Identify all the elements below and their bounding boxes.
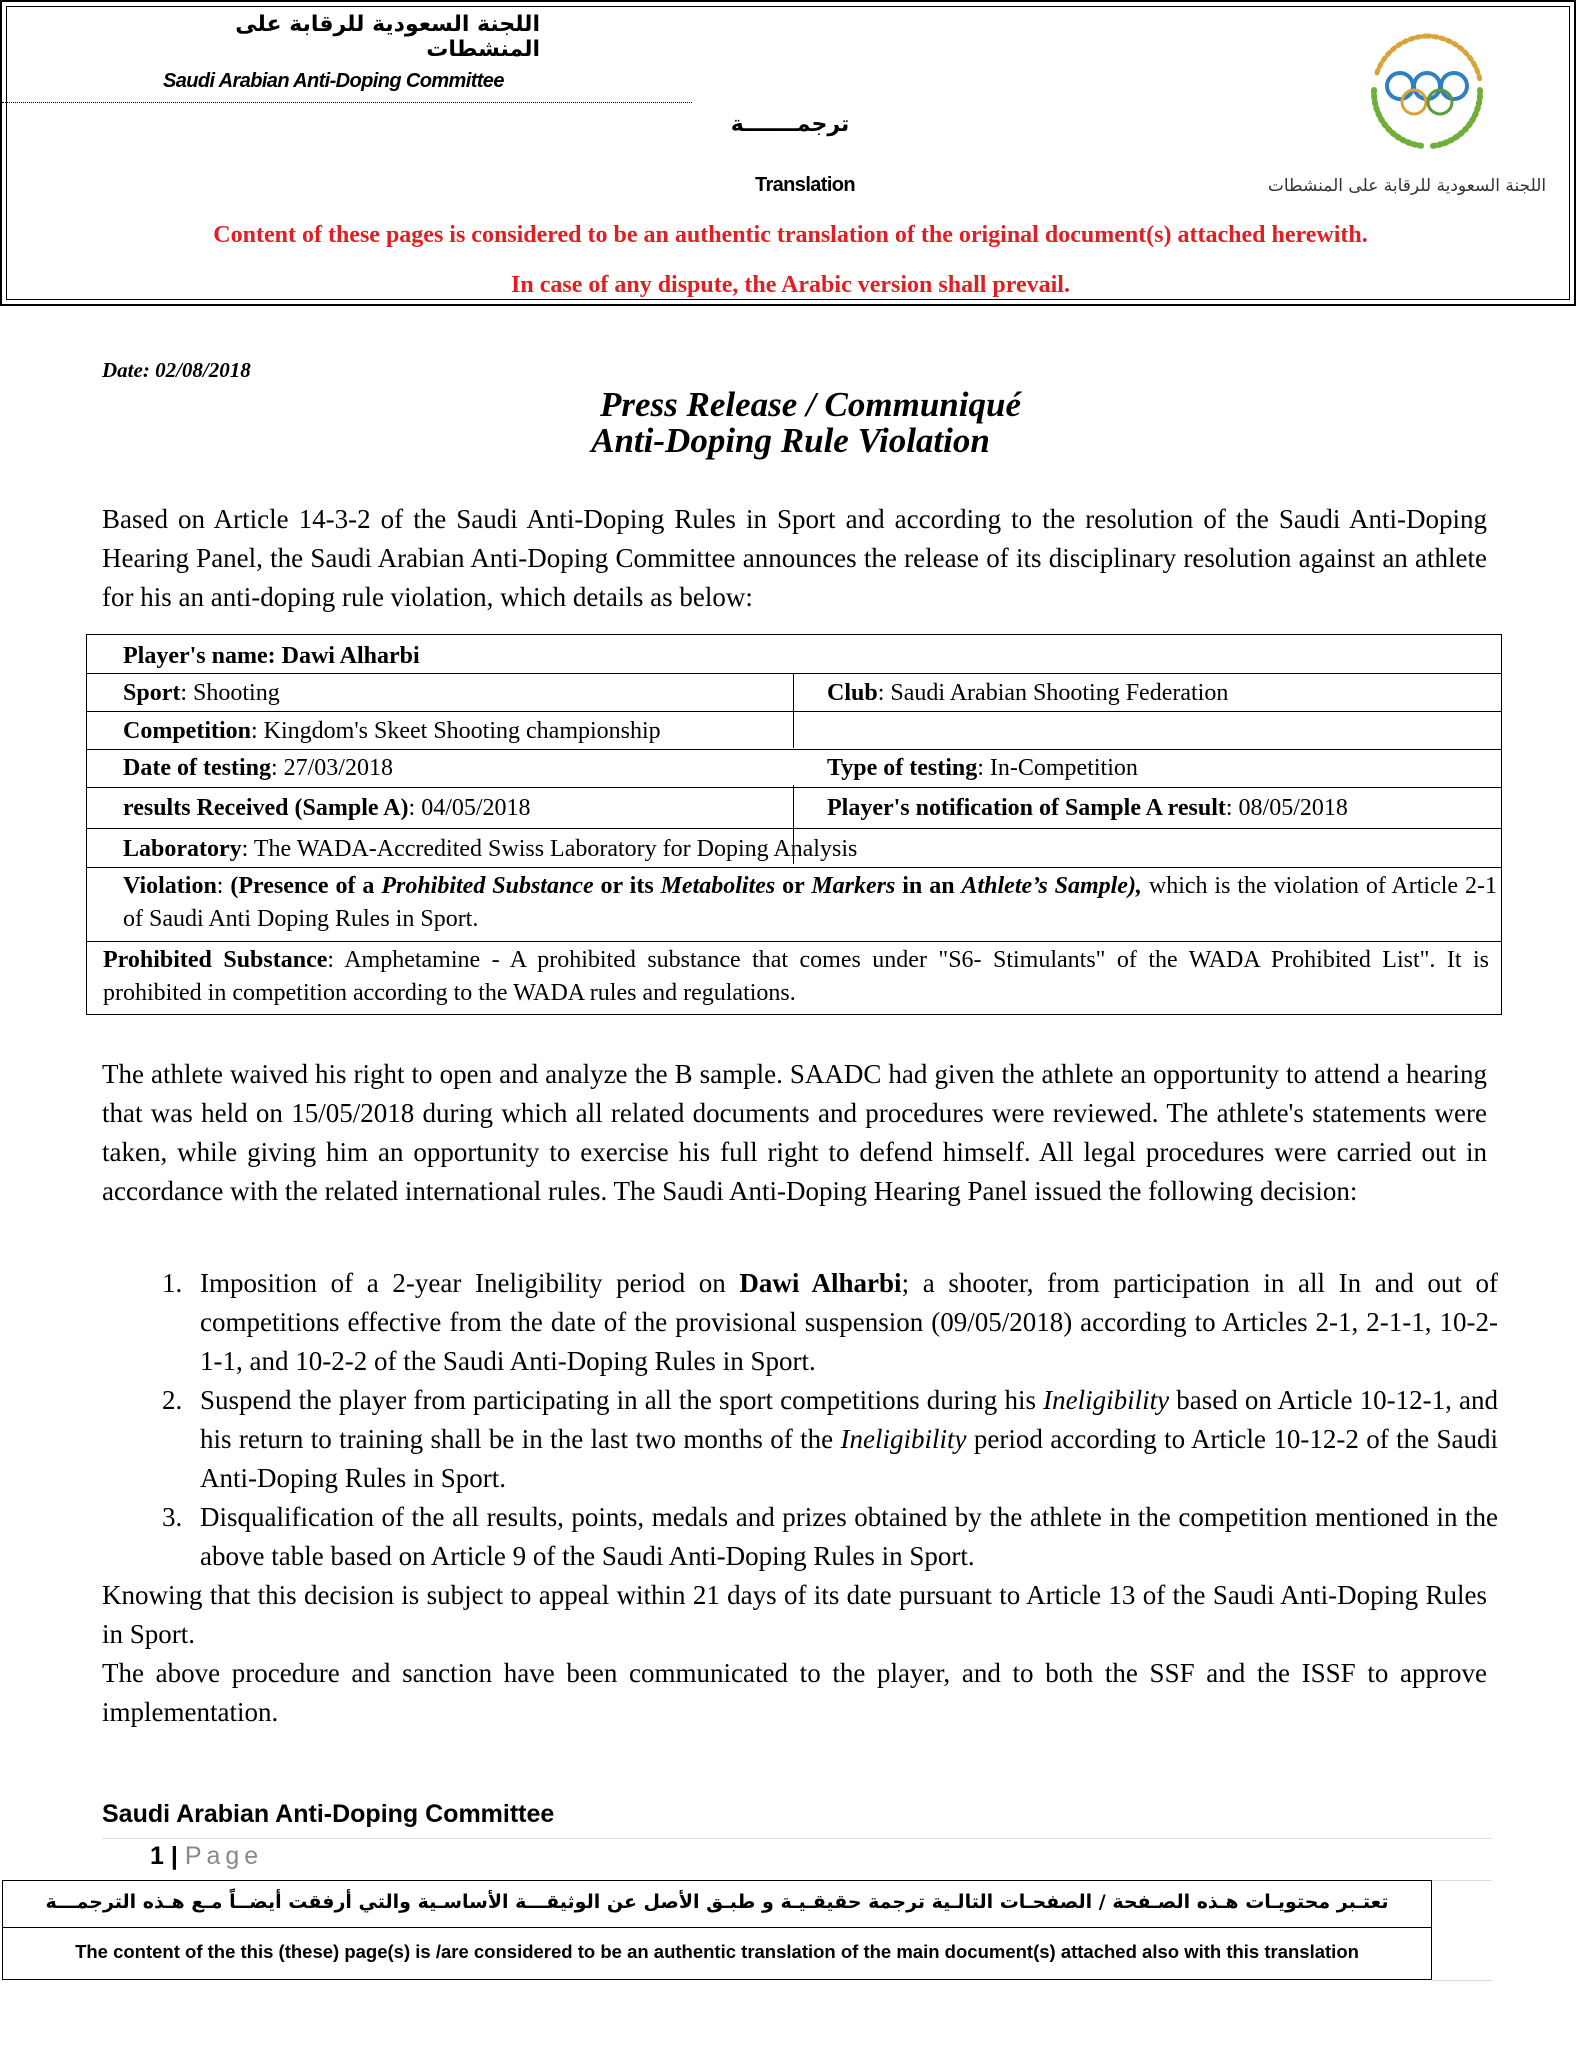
document-subtitle: Anti-Doping Rule Violation xyxy=(591,421,990,460)
laboratory-cell: Laboratory: The WADA-Accredited Swiss Laboratory for Doping Analysis xyxy=(123,836,858,862)
results-received-cell: results Received (Sample A): 04/05/2018 xyxy=(123,795,531,821)
results-received-value: 04/05/2018 xyxy=(421,795,531,821)
document-title: Press Release / Communiqué xyxy=(600,385,1021,424)
authenticity-notice: Content of these pages is considered to be an authentic translation of the original document(s) attached herewith. xyxy=(213,222,1368,248)
procedure-paragraph: The above procedure and sanction have been communicated to the player, and to both the SSF and the ISSF to approve implementation. xyxy=(102,1658,1487,1727)
club-value: Saudi Arabian Shooting Federation xyxy=(890,680,1229,706)
prohibited-substance-label: Prohibited Substance xyxy=(103,947,328,973)
date-of-testing-value: 27/03/2018 xyxy=(283,755,393,781)
footer-notice-arabic: تعتـبر محتويـات هـذه الصـفحة / الصفحـات التالـية ترجمة حقيقـيـة و طبـق الأصل عن الوثيقـــة الأساسـية والتي أرفقت أيضــاً مـع هـذه الترجمـــة xyxy=(45,1891,1389,1913)
decision-text: based on Article 10-12-1, and his return to training shall be in the last two months of the xyxy=(200,1385,1498,1454)
page-word: Page xyxy=(184,1842,264,1870)
document-date: Date: 02/08/2018 xyxy=(102,358,251,382)
sport-label: Sport xyxy=(123,680,181,706)
violation-term-metabolites: Metabolites xyxy=(660,873,776,899)
violation-details-table xyxy=(86,634,1502,1015)
type-of-testing-cell: Type of testing: In-Competition xyxy=(827,755,1138,781)
committee-name-english: Saudi Arabian Anti-Doping Committee xyxy=(163,70,504,92)
competition-cell: Competition: Kingdom's Skeet Shooting championship xyxy=(123,718,661,744)
footer-box-divider xyxy=(3,1927,1431,1928)
laboratory-label: Laboratory xyxy=(123,836,242,862)
decision-text: ; a shooter, from participation in all In and out of competitions effective from the date of the provisional suspension (09/05/2018) according to Articles 2-1, 2-1-1, 10-2-1-1, and 10-2-2 of the Saudi Anti-Doping Rules in Sport. xyxy=(200,1268,1498,1376)
violation-connector: or xyxy=(775,873,812,899)
signature-committee: Saudi Arabian Anti-Doping Committee xyxy=(102,1800,555,1828)
table-row xyxy=(87,635,1501,674)
notification-cell: Player's notification of Sample A result: 08/05/2018 xyxy=(827,795,1348,821)
decision-number: 1. xyxy=(162,1268,183,1298)
notification-label: Player's notification of Sample A result xyxy=(827,795,1226,821)
list-item xyxy=(102,1264,1498,1381)
violation-term-markers: Markers xyxy=(811,873,896,899)
logo-caption-arabic: اللجنة السعودية للرقابة على المنشطات xyxy=(1267,176,1547,196)
competition-value: Kingdom's Skeet Shooting championship xyxy=(263,718,661,744)
violation-cell: Violation: (Presence of a Prohibited Substance or its Metabolites or Markers in an Athlete’s Sample), which is the violation of Article 2-1 of Saudi Anti Doping Rules in Sport. xyxy=(123,873,1497,932)
sport-cell: Sport: Shooting xyxy=(123,680,280,706)
translation-label-arabic: ترجمـــــــة xyxy=(730,112,850,137)
table-column-divider xyxy=(793,785,794,864)
violation-open: (Presence of a xyxy=(230,873,382,899)
saadc-logo xyxy=(1362,28,1492,153)
player-name-value: Dawi Alharbi xyxy=(281,643,420,669)
footer-rule xyxy=(1432,1980,1492,1981)
prohibited-substance-cell: Prohibited Substance: Amphetamine - A prohibited substance that comes under "S6- Stimulants" of the WADA Prohibited List". It is prohibited in competition according to the WADA rules and regulations. xyxy=(103,947,1489,1006)
defined-term: Ineligibility xyxy=(840,1424,967,1454)
date-of-testing-cell: Date of testing: 27/03/2018 xyxy=(123,755,393,781)
decision-text: period according to Article 10-12-2 of the Saudi Anti-Doping Rules in Sport. xyxy=(200,1424,1498,1493)
violation-label: Violation xyxy=(123,873,217,899)
table-row xyxy=(87,868,1501,942)
notification-value: 08/05/2018 xyxy=(1238,795,1348,821)
player-name-cell: Player's name: Dawi Alharbi xyxy=(123,643,420,669)
translation-label-english: Translation xyxy=(754,174,856,196)
violation-description: which is the violation of Article 2-1 of Saudi Anti Doping Rules in Sport. xyxy=(123,873,1497,932)
header-dotted-divider xyxy=(2,102,692,103)
dispute-notice: In case of any dispute, the Arabic version shall prevail. xyxy=(511,272,1070,298)
table-row xyxy=(87,942,1501,1015)
page-number xyxy=(150,1842,263,1871)
decision-text: Suspend the player from participating in all the sport competitions during his xyxy=(200,1385,1044,1415)
table-column-divider xyxy=(793,673,794,748)
club-label: Club xyxy=(827,680,878,706)
appeal-paragraph: Knowing that this decision is subject to appeal within 21 days of its date pursuant to Article 13 of the Saudi Anti-Doping Rules in Sport. xyxy=(102,1580,1487,1649)
table-row xyxy=(87,712,1501,750)
committee-name-arabic: اللجنة السعودية للرقابة على المنشطات xyxy=(235,12,540,62)
table-row xyxy=(87,788,1501,829)
decision-number: 2. xyxy=(162,1385,183,1415)
violation-term-sample: Athlete’s Sample), xyxy=(961,873,1142,899)
footer-rule xyxy=(1432,1880,1492,1881)
list-item xyxy=(102,1498,1498,1576)
decision-number: 3. xyxy=(162,1502,183,1532)
hearing-paragraph: The athlete waived his right to open and analyze the B sample. SAADC had given the athlete an opportunity to attend a hearing that was held on 15/05/2018 during which all related documents and procedures were reviewed. The athlete's statements were taken, while giving him an opportunity to exercise his full right to defend himself. All legal procedures were carried out in accordance with the related international rules. The Saudi Anti-Doping Hearing Panel issued the following decision: xyxy=(102,1059,1487,1206)
intro-paragraph: Based on Article 14-3-2 of the Saudi Anti-Doping Rules in Sport and according to the resolution of the Saudi Anti-Doping Hearing Panel, the Saudi Arabian Anti-Doping Committee announces the release of its disciplinary resolution against an athlete for his an anti-doping rule violation, which details as below: xyxy=(102,504,1487,612)
table-row xyxy=(87,829,1501,868)
decision-text: Disqualification of the all results, points, medals and prizes obtained by the athlete in the competition mentioned in the above table based on Article 9 of the Saudi Anti-Doping Rules in Sport. xyxy=(200,1502,1498,1571)
page-number-value: 1 xyxy=(150,1842,164,1870)
decision-list xyxy=(102,1264,1498,1576)
table-row xyxy=(87,674,1501,712)
list-item xyxy=(102,1381,1498,1498)
footer-notice-english: The content of the this (these) page(s) is /are considered to be an authentic translation of the main document(s) attached also with this translation xyxy=(75,1941,1359,1962)
type-of-testing-value: In-Competition xyxy=(989,755,1138,781)
defined-term: Ineligibility xyxy=(1043,1385,1170,1415)
decision-text: Imposition of a 2-year Ineligibility period on xyxy=(200,1268,740,1298)
table-row xyxy=(87,750,1501,788)
athlete-name: Dawi Alharbi xyxy=(739,1268,902,1298)
results-received-label: results Received (Sample A) xyxy=(123,795,409,821)
page-separator: | xyxy=(170,1842,178,1870)
violation-connector: in an xyxy=(895,873,962,899)
sport-value: Shooting xyxy=(193,680,280,706)
footer-divider xyxy=(102,1838,1492,1839)
club-cell: Club: Saudi Arabian Shooting Federation xyxy=(827,680,1229,706)
footer-translation-box xyxy=(2,1880,1432,1980)
date-of-testing-label: Date of testing xyxy=(123,755,271,781)
prohibited-substance-value: Amphetamine - A prohibited substance that comes under "S6- Stimulants" of the WADA Prohibited List". It is prohibited in competition according to the WADA rules and regulations. xyxy=(103,947,1489,1006)
laboratory-value: The WADA-Accredited Swiss Laboratory for Doping Analysis xyxy=(253,836,858,862)
competition-label: Competition xyxy=(123,718,251,744)
violation-connector: or its xyxy=(593,873,661,899)
type-of-testing-label: Type of testing xyxy=(827,755,978,781)
player-name-label: Player's name xyxy=(123,643,268,669)
violation-term-substance: Prohibited Substance xyxy=(381,873,594,899)
